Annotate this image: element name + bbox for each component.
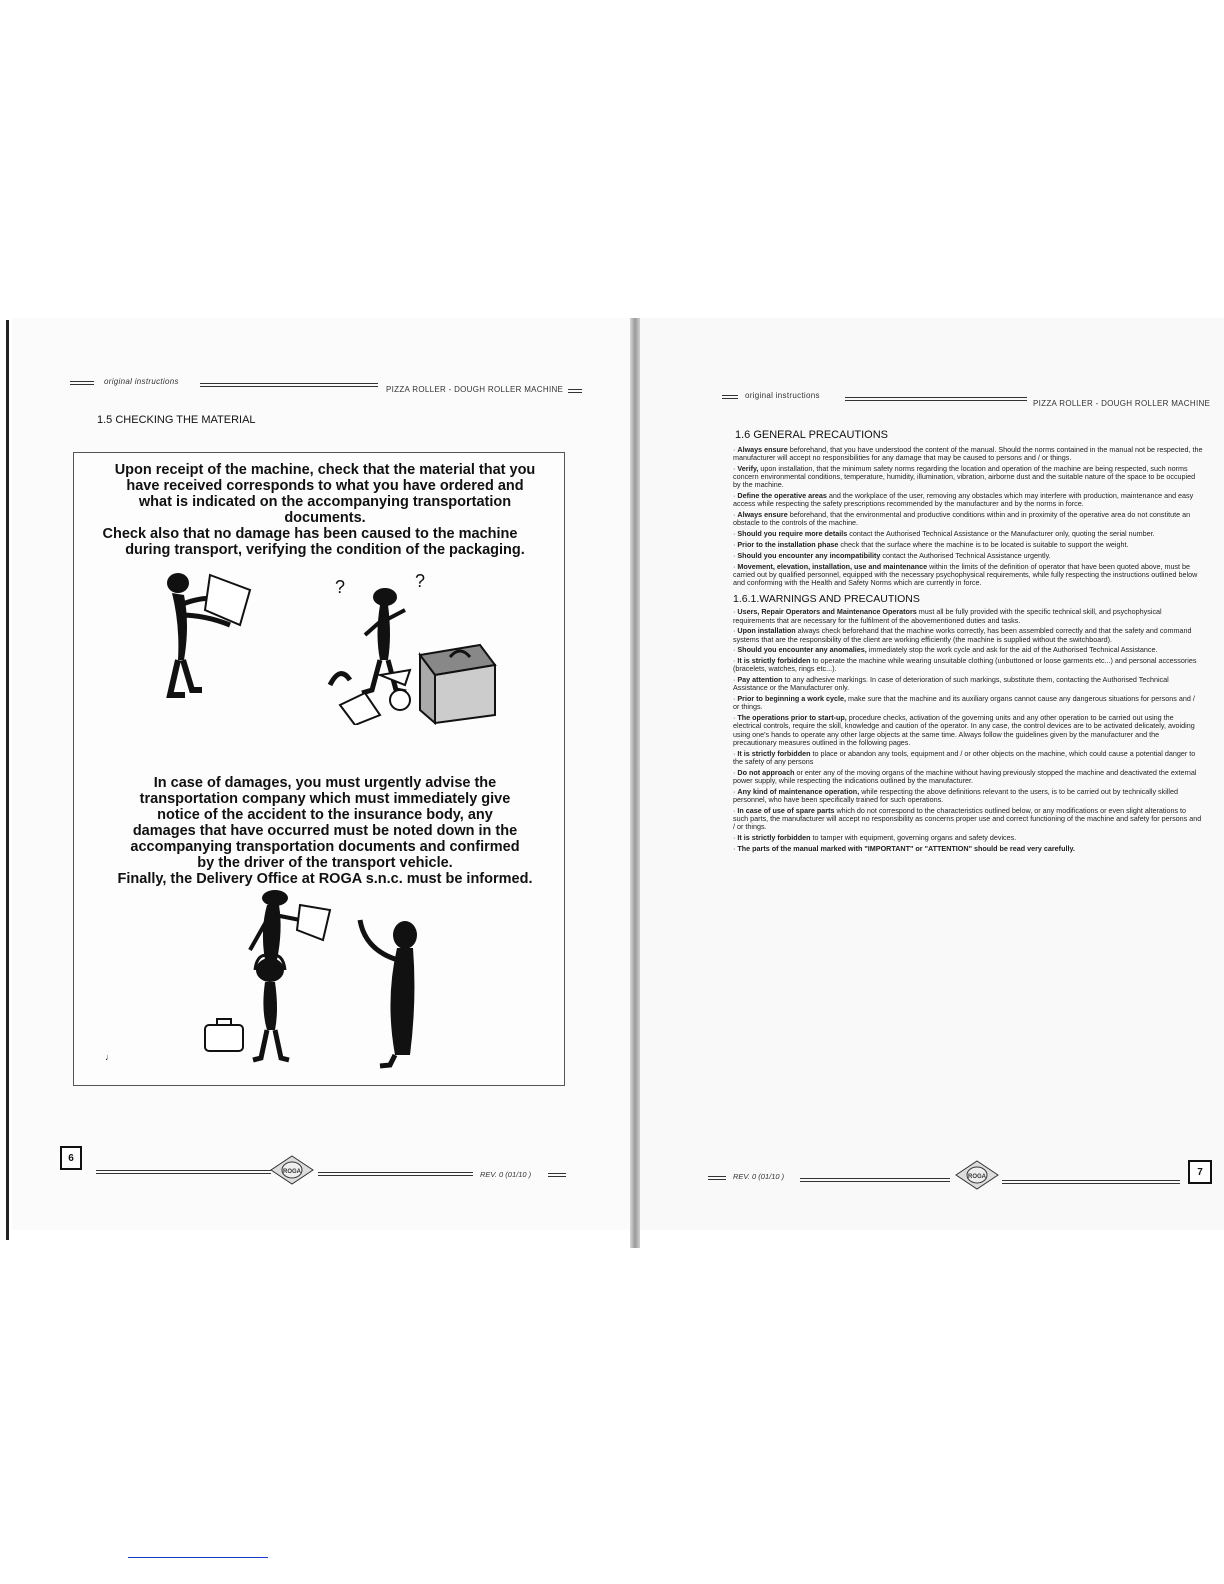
precaution-item: · Do not approach or enter any of the moving organs of the machine without having previously stopped the machine and deactivated the external power supply, while respecting the indications outlined by the manufacturer. bbox=[733, 767, 1197, 785]
text-line: during transport, verifying the condition of the packaging. bbox=[125, 542, 525, 558]
text-line: damages that have occurred must be noted down in the bbox=[132, 823, 518, 839]
text-line: documents. bbox=[284, 510, 366, 526]
text-line: Upon receipt of the machine, check that the material that you bbox=[114, 462, 536, 478]
precaution-keyword: Any kind of maintenance operation, bbox=[737, 786, 860, 796]
warnings-list bbox=[733, 608, 1203, 852]
precaution-text: contact the Authorised Technical Assistance urgently. bbox=[880, 550, 1051, 560]
footer-rule bbox=[548, 1173, 566, 1177]
precaution-text: beforehand, that you have understood the content of the manual. Should the norms contained in the manual not be respected, the manufacturer will accept no responsibilities for any damage that may be caused to persons and / or things. bbox=[733, 445, 1203, 463]
precaution-keyword: Users, Repair Operators and Maintenance Operators bbox=[737, 607, 917, 617]
page-number-box bbox=[60, 1146, 82, 1170]
scribble-mark: ♩ bbox=[105, 1052, 114, 1062]
precaution-text: make sure that the machine and its auxiliary organs cannot cause any dangerous situations for persons and / or things. bbox=[733, 694, 1195, 712]
left-header-title: PIZZA ROLLER - DOUGH ROLLER MACHINE bbox=[386, 385, 564, 394]
header-rule bbox=[722, 395, 738, 399]
precaution-keyword: Should you encounter any incompatibility bbox=[737, 550, 881, 560]
precaution-item: · Users, Repair Operators and Maintenance Operators must all be fully provided with the specific technical skill, and psychophysical requirements that are necessary for the fulfilment of the abovementioned duties and tasks. bbox=[733, 607, 1162, 625]
precaution-text: to operate the machine while wearing unsuitable clothing (unbuttoned or loose garments etc...) and personal accessories (bracelets, watches, rings etc...). bbox=[733, 656, 1197, 674]
precaution-item: · Define the operative areas and the workplace of the user, removing any obstacles which may interfere with production, maintenance and easy access while respecting the safety prescriptions recommended by the manufacturer and by the norms in force. bbox=[733, 491, 1194, 509]
text-line: accompanying transportation documents and confirmed bbox=[130, 839, 520, 855]
precaution-keyword: Define the operative areas bbox=[737, 491, 827, 501]
text-line: by the driver of the transport vehicle. bbox=[197, 855, 453, 871]
revision-label: REV. 0 (01/10 ) bbox=[733, 1172, 785, 1181]
svg-text:ROGA: ROGA bbox=[283, 1169, 301, 1175]
precaution-keyword: It is strictly forbidden bbox=[737, 656, 811, 666]
precaution-text: which do not correspond to the characteristics outlined below, or any modifications or even slight alterations to such parts, the manufacturer will accept no responsibility as concerns proper use and correct functioning of the machine and safety for persons and / or things. bbox=[733, 805, 1202, 832]
precaution-item: · Always ensure beforehand, that you have understood the content of the manual. Should the norms contained in the manual not be respected, the manufacturer will accept no responsibilities for any damage that may be caused to persons and / or things. bbox=[733, 445, 1203, 463]
page-number-box bbox=[1188, 1160, 1212, 1184]
report-illustration bbox=[195, 880, 475, 1070]
precaution-item: · The operations prior to start-up, procedure checks, activation of the governing units and any other operation to be carried out using the electrical controls, require the skill, knowledge and caution of the operator. In any case, the control devices are to be activated delicately, avoiding using one's hands to operate any other large objects at the same time. Always follow the guidelines given by the manufacturer and the precautionary measures outlined in the following pages. bbox=[733, 713, 1195, 747]
precaution-text: or enter any of the moving organs of the machine without having previously stopped the machine and deactivated the external power supply, while respecting the indications outlined by the manufacturer. bbox=[733, 767, 1197, 785]
precaution-keyword: The parts of the manual marked with "IMPORTANT" or "ATTENTION" should be read very carefully. bbox=[737, 843, 1075, 853]
page-number: 7 bbox=[1197, 1166, 1203, 1178]
page-number: 6 bbox=[68, 1152, 74, 1164]
precaution-text: always check beforehand that the machine works correctly, has been assembled correctly and that the safety and command systems that are the responsibility of the client are working efficiently (the machine is supplied without the switchboard). bbox=[733, 626, 1192, 644]
precaution-item: · In case of use of spare parts which do not correspond to the characteristics outlined below, or any modifications or even slight alterations to such parts, the manufacturer will accept no responsibility as concerns proper use and correct functioning of the machine and safety for persons and / or things. bbox=[733, 805, 1202, 832]
precaution-item: · Prior to beginning a work cycle, make sure that the machine and its auxiliary organs cannot cause any dangerous situations for persons and / or things. bbox=[733, 694, 1195, 712]
header-rule bbox=[568, 389, 582, 393]
precaution-keyword: Pay attention bbox=[737, 675, 783, 685]
precaution-item: · Should you encounter any anomalies, immediately stop the work cycle and ask for the aid of the Authorised Technical Assistance. bbox=[733, 645, 1158, 655]
footer-rule bbox=[708, 1176, 726, 1180]
bottom-link-line bbox=[128, 1557, 268, 1558]
footer-rule bbox=[96, 1170, 271, 1174]
precaution-item: · Verify, upon installation, that the minimum safety norms regarding the location and operation of the machine are being respected, such norms concern environmental conditions, temperature, humidity, illumination, vibration, airborne dust and the suitable nature of the space to be occupied by the machine. bbox=[733, 464, 1196, 490]
precaution-item: · It is strictly forbidden to tamper with equipment, governing organs and safety devices. bbox=[733, 832, 1017, 842]
revision-label: REV. 0 (01/10 ) bbox=[480, 1170, 532, 1179]
precaution-keyword: In case of use of spare parts bbox=[737, 805, 835, 815]
precaution-keyword: Should you encounter any anomalies, bbox=[737, 645, 867, 655]
precaution-text: beforehand, that the environmental and productive conditions within and in proximity of the operative area do not constitute an obstacle to the controls of the machine. bbox=[733, 510, 1191, 528]
precaution-item: · It is strictly forbidden to operate the machine while wearing unsuitable clothing (unbuttoned or loose garments etc...) and personal accessories (bracelets, watches, rings etc...). bbox=[733, 656, 1197, 674]
general-precautions-list bbox=[733, 446, 1203, 587]
text-line: have received corresponds to what you have ordered and bbox=[126, 478, 524, 494]
precaution-text: immediately stop the work cycle and ask for the aid of the Authorised Technical Assistance. bbox=[866, 645, 1158, 655]
precaution-text: check that the surface where the machine is to be located is suitable to support the weight. bbox=[838, 540, 1129, 549]
precaution-keyword: Prior to beginning a work cycle, bbox=[737, 694, 847, 704]
section-title: 1.6 GENERAL PRECAUTIONS bbox=[735, 429, 889, 441]
precaution-keyword: Verify, bbox=[737, 464, 759, 473]
precaution-item: · Should you require more details contact the Authorised Technical Assistance or the Manufacturer only, quoting the serial number. bbox=[733, 529, 1155, 539]
precaution-keyword: It is strictly forbidden bbox=[737, 748, 811, 758]
precaution-keyword: The operations prior to start-up, bbox=[737, 713, 847, 723]
precautions-content bbox=[733, 446, 1203, 855]
precaution-item: · Upon installation always check beforehand that the machine works correctly, has been assembled correctly and that the safety and command systems that are the responsibility of the client are working efficiently (the machine is supplied without the switchboard). bbox=[733, 626, 1192, 644]
roga-logo bbox=[270, 1155, 314, 1185]
precaution-item: · It is strictly forbidden to place or abandon any tools, equipment and / or other objects on the machine, which could cause a potential danger to the safety of any persons bbox=[733, 748, 1196, 766]
svg-text:ROGA: ROGA bbox=[968, 1174, 986, 1180]
text-line: what is indicated on the accompanying transportation bbox=[138, 494, 512, 510]
damage-text bbox=[95, 775, 555, 887]
text-line: notice of the accident to the insurance body, any bbox=[157, 807, 493, 823]
svg-text:?: ? bbox=[415, 571, 426, 591]
footer-rule bbox=[1002, 1180, 1180, 1184]
header-rule bbox=[200, 383, 378, 387]
precaution-text: must all be fully provided with the specific technical skill, and psychophysical requirements that are necessary for the fulfilment of the abovementioned duties and tasks. bbox=[733, 607, 1162, 625]
footer-rule bbox=[318, 1172, 473, 1176]
precaution-keyword: Do not approach bbox=[737, 767, 795, 777]
roga-logo bbox=[955, 1160, 999, 1190]
precaution-keyword: Movement, elevation, installation, use and maintenance bbox=[737, 561, 928, 571]
text-line: Check also that no damage has been caused to the machine bbox=[102, 526, 518, 542]
precaution-keyword: Upon installation bbox=[737, 626, 796, 636]
unpacking-illustration bbox=[150, 565, 510, 725]
section-title: 1.5 CHECKING THE MATERIAL bbox=[97, 414, 256, 426]
precaution-text: contact the Authorised Technical Assistance or the Manufacturer only, quoting the serial number. bbox=[847, 529, 1155, 539]
precaution-item: · Pay attention to any adhesive markings. In case of deterioration of such markings, substitute them, contacting the Authorised Technical Assistance or the Manufacturer only. bbox=[733, 675, 1169, 693]
precaution-text: and the workplace of the user, removing any obstacles which may interfere with production, maintenance and easy access while respecting the safety prescriptions recommended by the manufacturer and by the norms in force. bbox=[733, 491, 1194, 509]
book-gutter bbox=[630, 318, 640, 1248]
header-rule bbox=[845, 397, 1027, 401]
precaution-keyword: Always ensure bbox=[737, 510, 788, 520]
text-line: Finally, the Delivery Office at ROGA s.n.c. must be informed. bbox=[117, 871, 533, 887]
precaution-item: · Prior to the installation phase check that the surface where the machine is to be located is suitable to support the weight. bbox=[733, 540, 1129, 549]
precaution-keyword: Prior to the installation phase bbox=[737, 540, 839, 549]
precaution-item: · The parts of the manual marked with "IMPORTANT" or "ATTENTION" should be read very carefully. bbox=[733, 843, 1075, 853]
precaution-item: · Movement, elevation, installation, use and maintenance within the limits of the definition of operator that have been quoted above, must be carried out by qualified personnel, equipped with the necessary psychophysical requirements, while fully respecting the instructions outlined below and conforming with the Health and Safety Norms which are currently in force. bbox=[733, 561, 1198, 587]
text-line: transportation company which must immediately give bbox=[139, 791, 511, 807]
precaution-text: to any adhesive markings. In case of deterioration of such markings, substitute them, contacting the Authorised Technical Assistance or the Manufacturer only. bbox=[733, 675, 1169, 693]
precaution-text: to tamper with equipment, governing organs and safety devices. bbox=[810, 832, 1017, 842]
text-line: In case of damages, you must urgently advise the bbox=[153, 775, 497, 791]
scan-edge bbox=[6, 320, 9, 1240]
precaution-text: while respecting the above definitions relevant to the users, is to be carried out by technically skilled personnel, who have been specifically trained for such operations. bbox=[733, 786, 1179, 804]
precaution-item: · Always ensure beforehand, that the environmental and productive conditions within and in proximity of the operative area do not constitute an obstacle to the controls of the machine. bbox=[733, 510, 1191, 528]
precaution-text: procedure checks, activation of the governing units and any other operation to be carried out using the electrical controls, require the skill, knowledge and caution of the operator. In any case, the control devices are to be activated delicately, avoiding using one's hands to operate any other large objects at the same time. Always follow the guidelines given by the manufacturer and the precautionary measures outlined in the following pages. bbox=[733, 713, 1195, 747]
svg-text:?: ? bbox=[335, 577, 346, 597]
receipt-text bbox=[100, 462, 550, 558]
precaution-item: · Any kind of maintenance operation, while respecting the above definitions relevant to the users, is to be carried out by technically skilled personnel, who have been specifically trained for such operations. bbox=[733, 786, 1179, 804]
footer-rule bbox=[800, 1178, 950, 1182]
precaution-text: upon installation, that the minimum safety norms regarding the location and operation of the machine are being respected, such norms concern environmental conditions, temperature, humidity, illumination, vibration, airborne dust and the suitable nature of the space to be occupied by the machine. bbox=[733, 464, 1196, 490]
precaution-text: within the limits of the definition of operator that have been quoted above, must be carried out by qualified personnel, equipped with the necessary psychophysical requirements, while fully respecting the instructions outlined below and conforming with the Health and Safety Norms which are currently in force. bbox=[733, 561, 1198, 587]
precaution-text: to place or abandon any tools, equipment and / or other objects on the machine, which could cause a potential danger to the safety of any persons bbox=[733, 748, 1196, 766]
precaution-keyword: Should you require more details bbox=[737, 529, 848, 539]
right-header-label: original instructions bbox=[745, 391, 820, 400]
precaution-item: · Should you encounter any incompatibility contact the Authorised Technical Assistance urgently. bbox=[733, 550, 1051, 560]
precaution-keyword: It is strictly forbidden bbox=[737, 832, 811, 842]
subsection-title: 1.6.1.WARNINGS AND PRECAUTIONS bbox=[733, 593, 920, 606]
header-rule bbox=[70, 381, 94, 385]
precaution-keyword: Always ensure bbox=[737, 445, 788, 454]
left-header-label: original instructions bbox=[104, 377, 179, 386]
right-header-title: PIZZA ROLLER - DOUGH ROLLER MACHINE bbox=[1033, 399, 1211, 408]
